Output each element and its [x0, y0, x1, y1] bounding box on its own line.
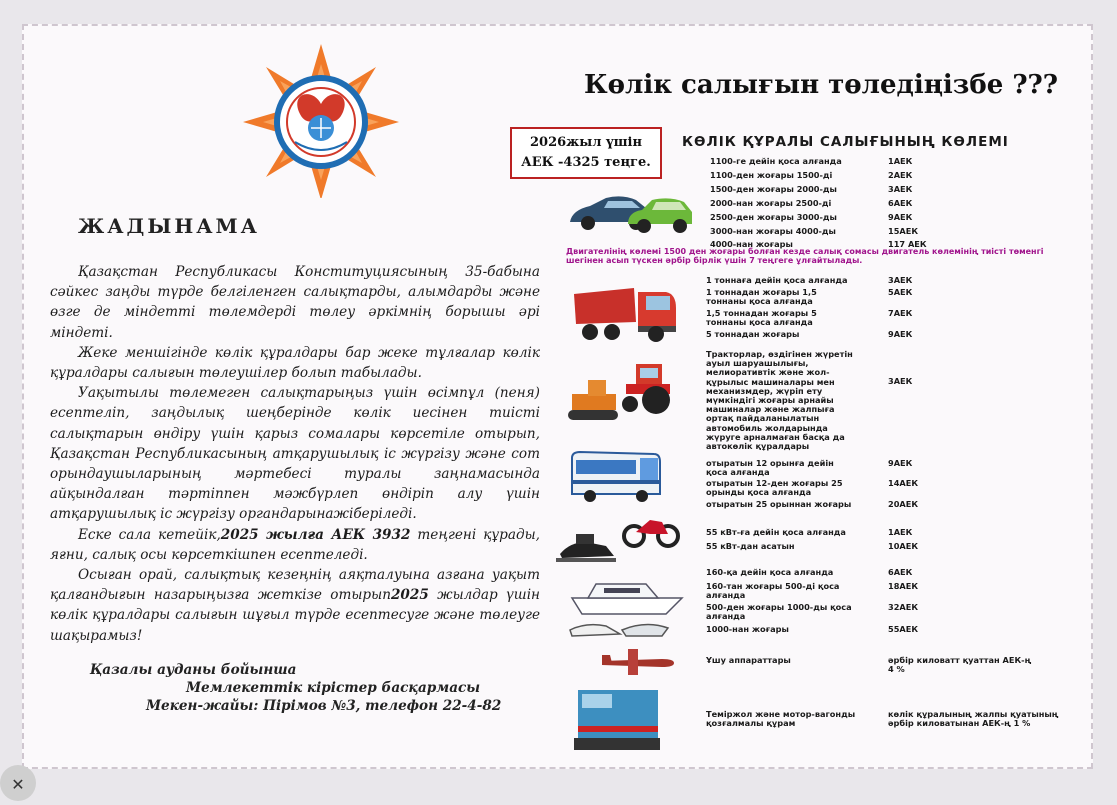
- row-rate: көлік құралының жалпы қуатының әрбір киловатынан АЕК-ң 1 %: [888, 709, 1059, 729]
- tax-table-title: КӨЛІК ҚҰРАЛЫ САЛЫҒЫНЫҢ КӨЛЕМІ: [682, 134, 1009, 150]
- table-row: [706, 479, 1060, 497]
- text-fragment: Осыған орай, салықтық кезеңнің аяқталуына азғана уақыт қалғандығын назарыңызға жеткізе отырып: [50, 567, 540, 604]
- table-row: [706, 330, 1060, 339]
- row-rate: 55АЕК: [888, 624, 919, 634]
- row-rate: 5АЕК: [888, 287, 913, 297]
- paragraph: Уақытылы төлемеген салықтарыңыз үшін өсімпұл (пеня) есептеліп, заңдылық шеңберінде көлік иесінен тиісті салықтарын өндіру үшін қарыз сомалары көрсетіле отырып, Қазақстан Республикасының атқарушылық іс жүргізу және сот орындаушыларының мәртебесі туралы заңнамасында айқындалған тәртіппен мәжбүрлеп өндіріп алу үшін атқарушылық іс жүргізу органдарынажіберіледі.: [50, 385, 540, 523]
- notice-heading: ЖАДЫНАМА: [78, 214, 260, 238]
- table-row: [706, 542, 1060, 551]
- aircraft-image: [600, 645, 676, 679]
- table-row: [706, 603, 1060, 621]
- row-desc: 1 тоннадан жоғары 1,5 тоннаны қоса алғанда: [706, 287, 817, 307]
- table-row: [706, 309, 1060, 327]
- row-desc: 160-қа дейін қоса алғанда: [706, 567, 834, 577]
- table-row: [706, 568, 1060, 577]
- aek-2026-box: [510, 127, 662, 179]
- engine-note: Двигателінің көлемі 1500 ден жоғары болған кезде салық сомасы двигатель көлемінің тиісті төменгі шегінен асып түскен әрбір бірлік үшін 7 теңгеге ұлғайтылады.: [566, 247, 1044, 265]
- table-row: [706, 288, 1060, 306]
- table-row: [710, 185, 1060, 194]
- row-desc: 1000-нан жоғары: [706, 624, 789, 634]
- row-rate: әрбір киловатт қуаттан АЕК-ң 4 %: [888, 655, 1032, 675]
- row-desc: 2000-нан жоғары 2500-ді: [710, 198, 832, 208]
- row-rate: 9АЕК: [888, 458, 913, 468]
- row-rate: 9АЕК: [888, 212, 913, 222]
- tax-service-emblem: [243, 38, 399, 198]
- row-desc: 1100-ге дейін қоса алғанда: [710, 156, 842, 166]
- text-fragment: Еске сала кетейік,: [78, 526, 221, 543]
- table-row: [706, 276, 1060, 285]
- table-row: [706, 710, 1060, 730]
- row-rate: 7АЕК: [888, 308, 913, 318]
- row-desc: 1100-ден жоғары 1500-ді: [710, 170, 833, 180]
- row-desc: 500-ден жоғары 1000-ды қоса алғанда: [706, 602, 852, 622]
- row-desc: 1 тоннаға дейін қоса алғанда: [706, 275, 848, 285]
- row-rate: 2АЕК: [888, 170, 913, 180]
- table-row: [706, 528, 1060, 537]
- table-row: [706, 459, 1060, 477]
- row-desc: Теміржол және мотор-вагонды қозғалмалы құрам: [706, 709, 856, 729]
- text-fragment: теңгені құрады, яғни, салық осы көрсеткішпен есептеледі.: [50, 526, 540, 563]
- boat-image: [566, 570, 688, 642]
- truck-image: [572, 284, 678, 344]
- row-desc: 4000-нан жоғары: [710, 239, 793, 249]
- motorcycle-snowmobile-image: [556, 512, 682, 568]
- text-fragment: жылдар үшін көлік құралдары салығын шұғыл түрде есептесуге және төлеуге шақырамыз!: [50, 587, 540, 644]
- paragraph: [50, 525, 540, 565]
- paragraph: Жеке меншігінде көлік құралдары бар жеке тұлғалар көлік құралдары салығын төлеушілер болып табылады.: [50, 344, 540, 382]
- row-desc: 160-тан жоғары 500-ді қоса алғанда: [706, 581, 840, 601]
- table-row: [710, 157, 1060, 166]
- row-rate: 3АЕК: [888, 275, 913, 285]
- row-desc: 1,5 тоннадан жоғары 5 тоннаны қоса алғанда: [706, 308, 817, 328]
- text-emphasis: 2025: [390, 587, 429, 604]
- paragraph: Қазақстан Республикасы Конституциясының 35-бабына сәйкес заңды түрде белгіленген салықтарды, алымдарды және өзге де міндетті төлемдерді төлеу әркімнің борышы әрі міндеті.: [50, 264, 540, 341]
- row-rate: 20АЕК: [888, 499, 919, 509]
- row-rate: 32АЕК: [888, 602, 919, 612]
- table-row: [710, 199, 1060, 208]
- row-rate: 1АЕК: [888, 527, 913, 537]
- row-desc: отыратын 25 орыннан жоғары: [706, 499, 852, 509]
- table-row: [706, 582, 1060, 600]
- table-row: [706, 656, 1060, 676]
- table-row: [706, 350, 1060, 450]
- tractor-image: [566, 358, 678, 424]
- table-row: [706, 500, 1060, 509]
- row-rate: 15АЕК: [888, 226, 919, 236]
- row-rate: 18АЕК: [888, 581, 919, 591]
- table-row: [706, 625, 1060, 634]
- cars-image: [566, 190, 696, 236]
- row-rate: 9АЕК: [888, 329, 913, 339]
- locomotive-image: [572, 682, 662, 754]
- row-desc: Ұшу аппараттары: [706, 655, 791, 665]
- row-desc: 3000-нан жоғары 4000-ды: [710, 226, 836, 236]
- row-rate: 10АЕК: [888, 541, 919, 551]
- page-title: Көлік салығын төледіңізбе ???: [584, 70, 1059, 100]
- row-rate: 6АЕК: [888, 198, 913, 208]
- row-desc: 1500-ден жоғары 2000-ды: [710, 184, 837, 194]
- row-desc: 55 кВт-дан асатын: [706, 541, 795, 551]
- row-rate: 14АЕК: [888, 478, 919, 488]
- row-rate: 1АЕК: [888, 156, 913, 166]
- row-desc: отыратын 12 орынға дейін қоса алғанда: [706, 458, 834, 478]
- row-rate: 117 АЕК: [888, 239, 927, 249]
- row-rate: 3АЕК: [888, 376, 913, 386]
- text-emphasis: 2025 жылға АЕК 3932: [220, 526, 411, 543]
- paragraph: [50, 565, 540, 646]
- close-icon[interactable]: ✕: [0, 765, 36, 801]
- aek-box-line: 2026жыл үшін: [529, 135, 642, 150]
- table-row: [710, 171, 1060, 180]
- row-desc: Тракторлар, өздігінен жүретін ауыл шаруашылығы, мелиоративтік және жол-құрылыс машиналары мен механизмдер, жүріп ету мүмкіндігі жоғары арнайы машиналар және жалпыға ортақ пайдаланылатын автомобиль жолдарында жүруге арналмаған басқа да автокөлік құралдары: [706, 349, 853, 452]
- aek-box-line: АЕК -4325 теңге.: [521, 155, 651, 170]
- row-desc: 2500-ден жоғары 3000-ды: [710, 212, 837, 222]
- row-desc: 5 тоннадан жоғары: [706, 329, 800, 339]
- signature-address: Мекен-жайы: Пірімов №3, телефон 22-4-82: [146, 698, 502, 714]
- bus-image: [570, 450, 662, 502]
- row-rate: 3АЕК: [888, 184, 913, 194]
- table-row: [710, 213, 1060, 222]
- row-rate: 6АЕК: [888, 567, 913, 577]
- row-desc: отыратын 12-ден жоғары 25 орынды қоса алғанда: [706, 478, 843, 498]
- table-row: [710, 227, 1060, 236]
- notice-body: [50, 262, 540, 646]
- row-desc: 55 кВт-ға дейін қоса алғанда: [706, 527, 846, 537]
- signature-line: Қазалы ауданы бойынша: [90, 662, 297, 678]
- signature-line: Мемлекеттік кірістер басқармасы: [186, 680, 481, 696]
